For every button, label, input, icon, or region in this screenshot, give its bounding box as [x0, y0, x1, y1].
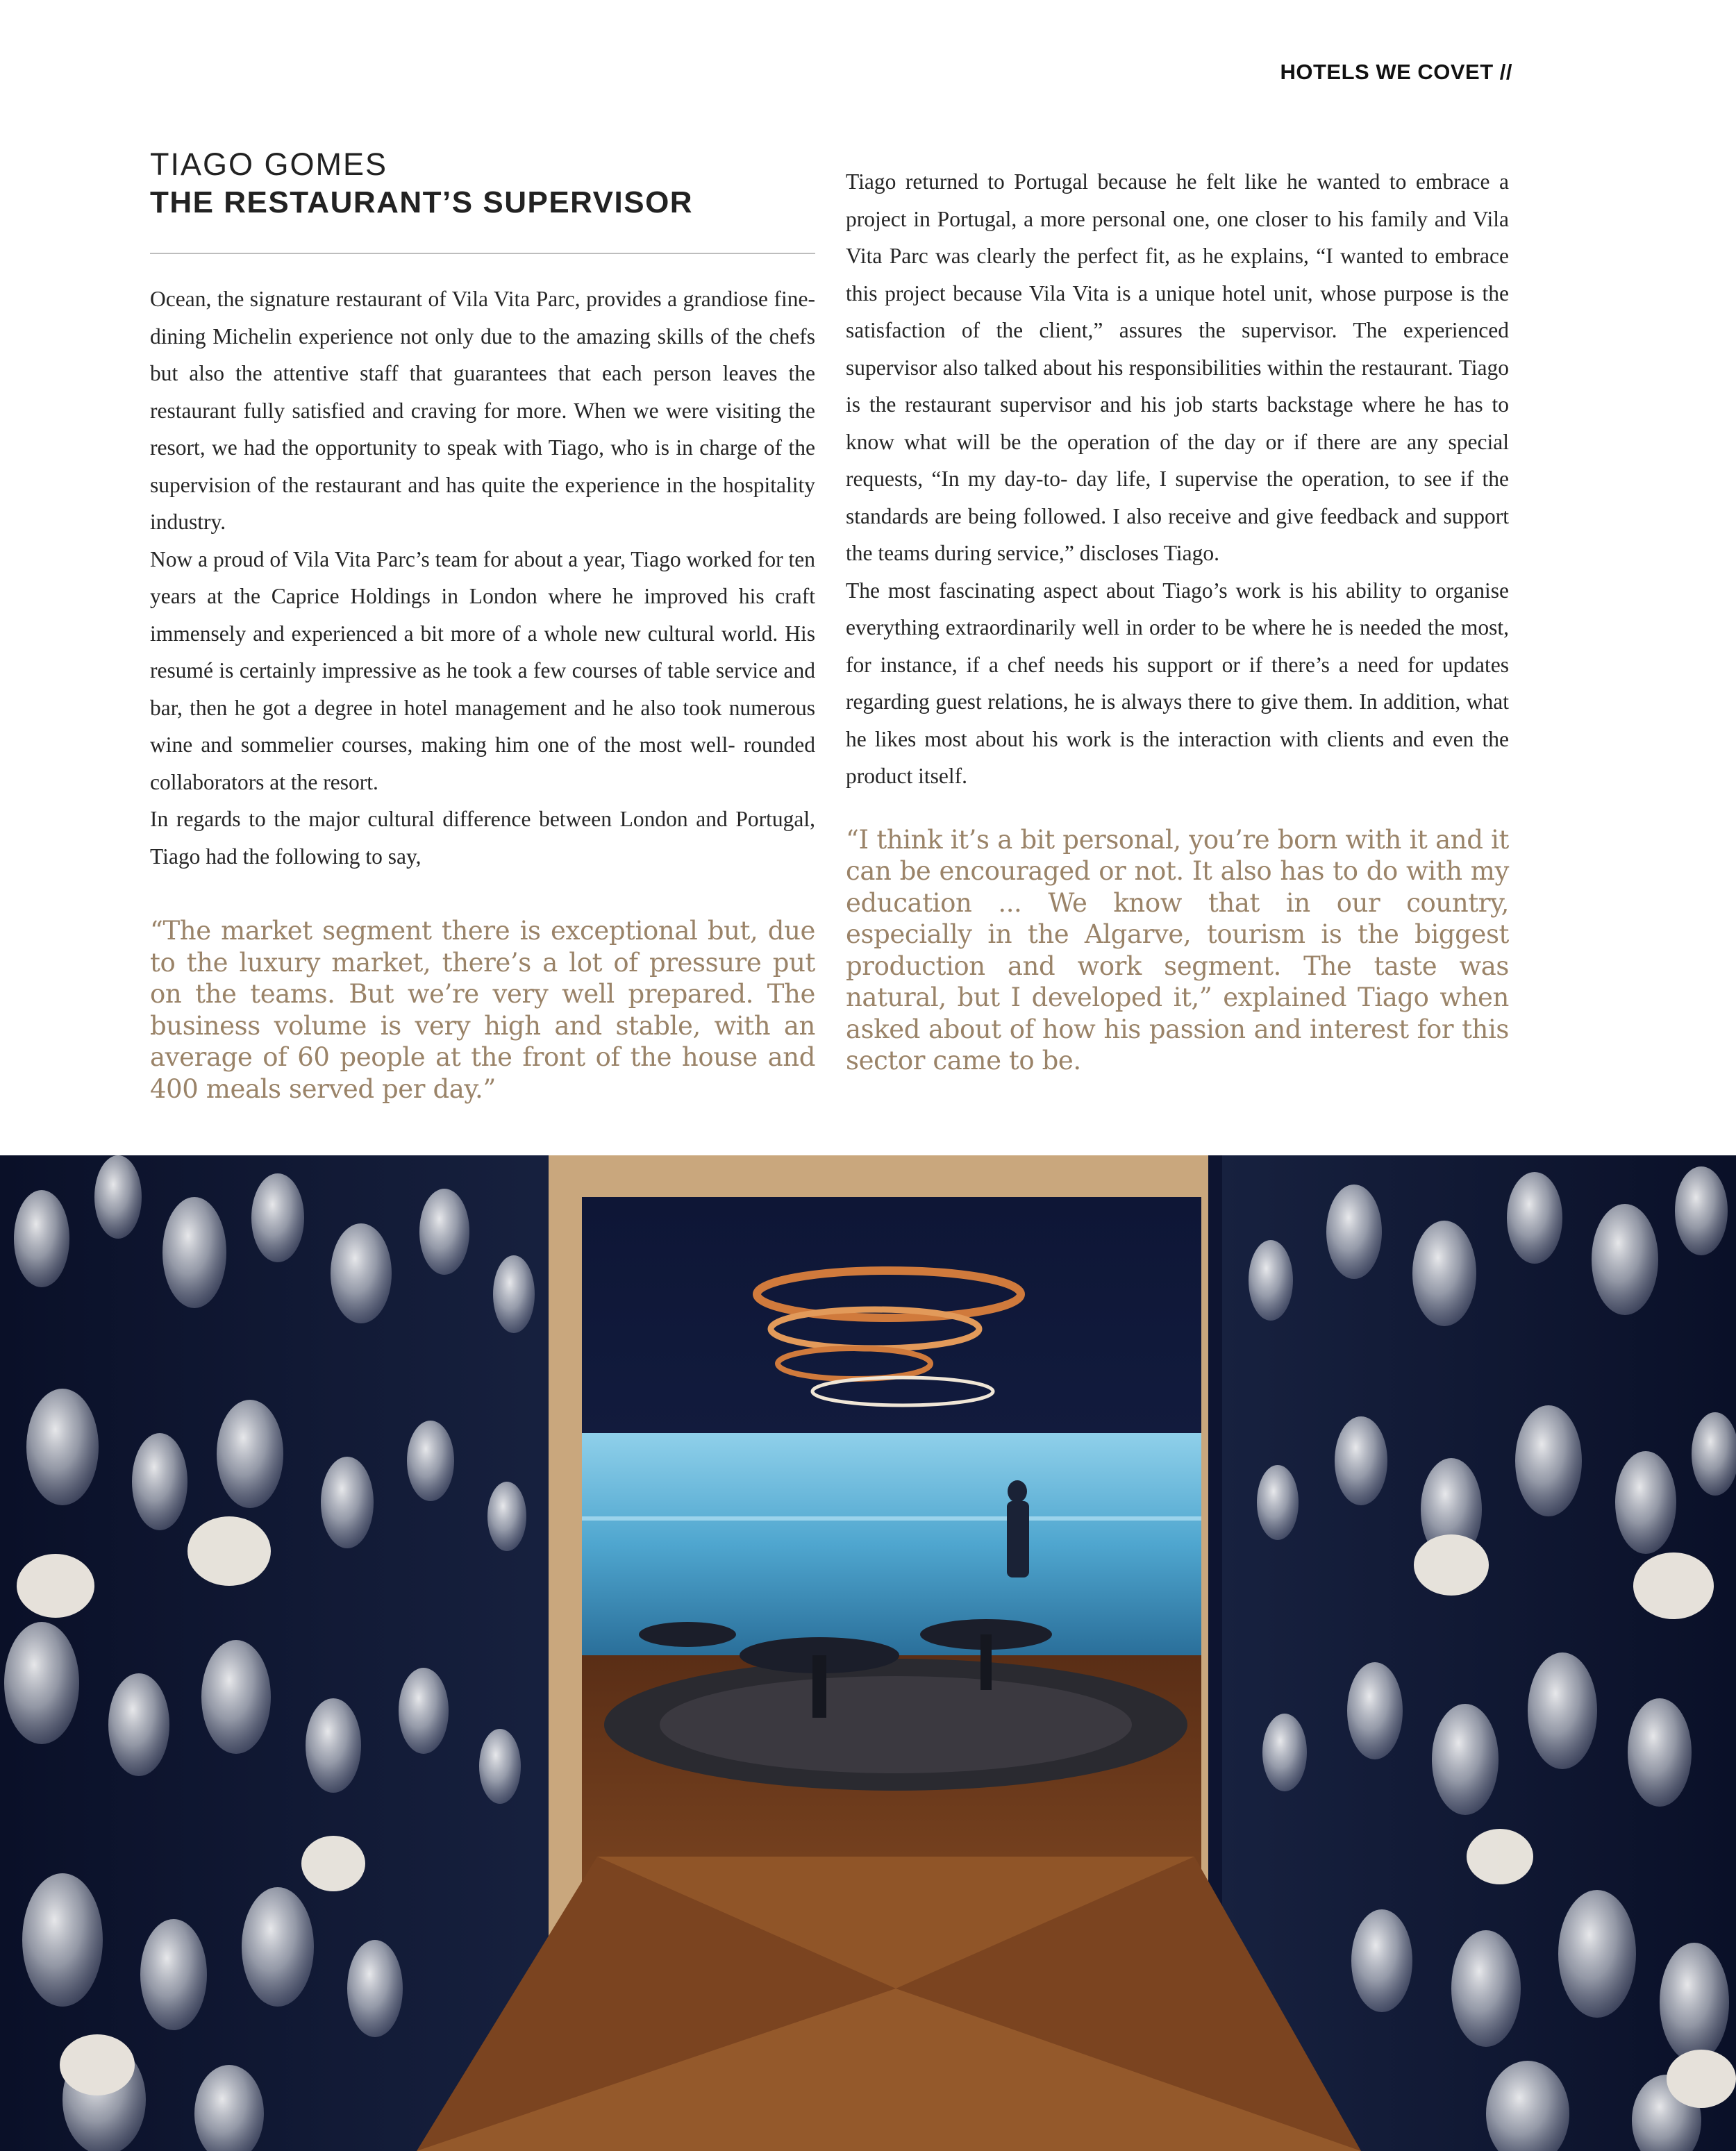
paragraph-return: Tiago returned to Portugal because he felt like he wanted to embrace a project in Portugal, a more personal one, one closer to his family and Vila Vita Parc was clearly the perfect fit, as he explains, “I wanted to embrace this project because Vila Vita is a unique hotel unit, whose purpose is the satisfaction of the client,” assures the supervisor. The experienced supervisor also talked about his responsibilities within the restaurant. Tiago is the restaurant supervisor and his job starts backstage where he has to know what will be the operation of the day or if there are any special requests, “In my day-to- day life, I supervise the operation, to see if the standards are being followed. I also receive and give feedback and support the teams during service,” discloses Tiago.: [846, 169, 1509, 565]
title-divider: [150, 253, 815, 254]
paragraph-transition: In regards to the major cultural difference between London and Portugal, Tiago had the following to say,: [150, 807, 815, 869]
paragraph-organisation: The most fascinating aspect about Tiago’s work is his ability to organise everything extraordinarily well in order to be where he is needed the most, for instance, if a chef needs his support or if there’s a need for updates regarding guest relations, he is always there to give them. In addition, what he likes most about his work is the interaction with clients and even the product itself.: [846, 578, 1509, 788]
section-label: HOTELS WE COVET //: [1280, 60, 1512, 84]
interviewee-role: THE RESTAURANT’S SUPERVISOR: [150, 185, 694, 219]
restaurant-photo: [0, 1155, 1736, 2151]
sea-view: [582, 1433, 1201, 1655]
pull-quote-left: “The market segment there is exceptional but, due to the luxury market, there’s a lot of pressure put on the teams. But we’re very well prepared. The business volume is very high and stable, with an average of 60 people at the front of the house and 400 meals served per day.”: [150, 916, 815, 1104]
right-column: [846, 163, 1509, 1077]
pull-quote-right: “I think it’s a bit personal, you’re born with it and it can be encouraged or not. It also has to do with my education ... We know that in our country, especially in the Algarve, tourism is the biggest production and work segment. The taste was natural, but I developed it,” explained Tiago when asked about of how his passion and interest for this sector came to be.: [846, 824, 1509, 1076]
interviewee-name: TIAGO GOMES: [150, 147, 388, 182]
left-column: [150, 144, 815, 1105]
paragraph-career: Now a proud of Vila Vita Parc’s team for about a year, Tiago worked for ten years at the Caprice Holdings in London where he improved his craft immensely and experienced a bit more of a whole new cultural world. His resumé is certainly impressive as he took a few courses of table service and bar, then he got a degree in hotel management and he also took numerous wine and sommelier courses, making him one of the most well- rounded collaborators at the resort.: [150, 546, 815, 794]
paragraph-intro: Ocean, the signature restaurant of Vila Vita Parc, provides a grandiose fine-dining Michelin experience not only due to the amazing skills of the chefs but also the attentive staff that guarantees that each person leaves the restaurant fully satisfied and craving for more. When we were visiting the resort, we had the opportunity to speak with Tiago, who is in charge of the supervision of the restaurant and has quite the experience in the hospitality industry.: [150, 287, 815, 534]
